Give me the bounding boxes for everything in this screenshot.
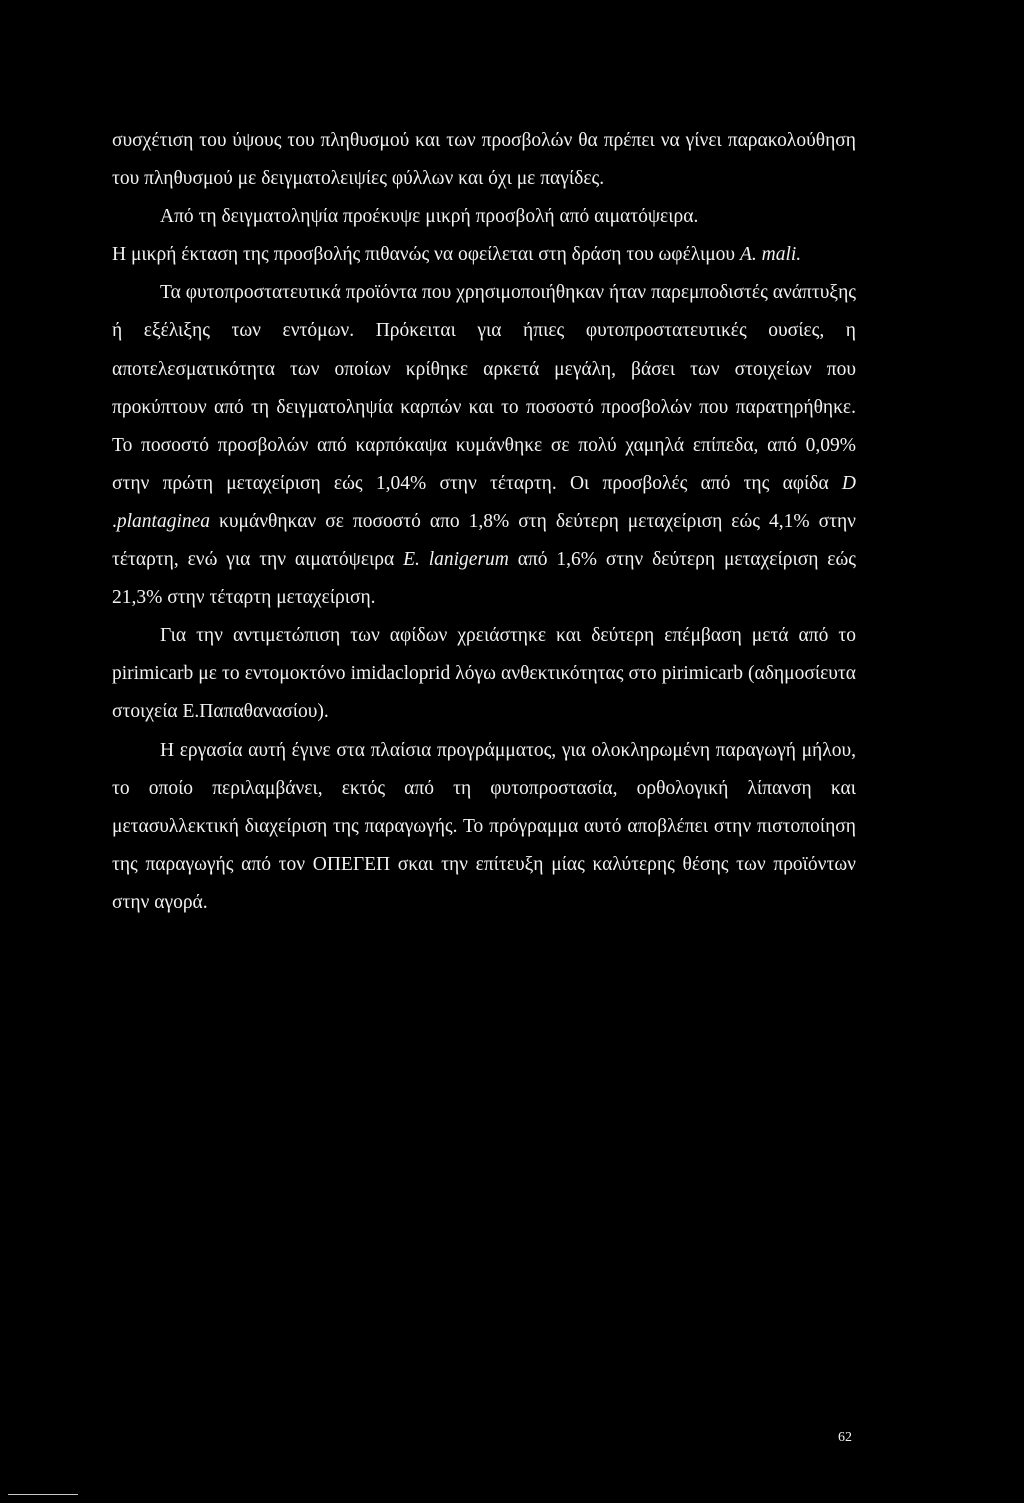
page-number: 62 xyxy=(838,1430,852,1445)
paragraph-5-text: Για την αντιμετώπιση των αφίδων χρειάστηκε και δεύτερη επέμβαση μετά από το pirimicarb με το εντομοκτόνο imidacloprid λόγω ανθεκτικότητας στο pirimicarb (αδημοσίευτα στοιχεία Ε.Παπαθανασίου). xyxy=(112,625,856,723)
body-text xyxy=(112,122,856,922)
bottom-divider xyxy=(8,1494,78,1495)
species-name-e-lanigerum: E. lanigerum xyxy=(403,549,509,571)
paragraph-4 xyxy=(112,274,856,617)
paragraph-2 xyxy=(112,198,856,236)
paragraph-1 xyxy=(112,122,856,198)
paragraph-4-text-a: Τα φυτοπροστατευτικά προϊόντα που χρησιμοποιήθηκαν ήταν παρεμποδιστές ανάπτυξης ή εξέλιξης των εντόμων. Πρόκειται για ήπιες φυτοπροστατευτικές ουσίες, η αποτελεσματικότητα των οποίων κρίθηκε αρκετά μεγάλη, βάσει των στοιχείων που προκύπτουν από τη δειγματοληψία καρπών και το ποσοστό προσβολών που παρατηρήθηκε. Το ποσοστό προσβολών από καρπόκαψα κυμάνθηκε σε πολύ χαμηλά επίπεδα, από 0,09% στην πρώτη μεταχείριση εώς 1,04% στην τέταρτη. Οι προσβολές από της αφίδα xyxy=(112,282,856,494)
genus-initial-d: D xyxy=(841,472,856,494)
species-name-plantaginea: plantaginea xyxy=(116,510,211,532)
species-name-a-mali: A. mali. xyxy=(739,244,802,266)
paragraph-4-text-c: από 1,6% στην δεύτερη μεταχείριση εώς 21,3% στην τέταρτη μεταχείριση. xyxy=(112,549,857,609)
paragraph-1-text: συσχέτιση του ύψους του πληθυσμού και των προσβολών θα πρέπει να γίνει παρακολούθηση του πληθυσμού με δειγματολειψίες φύλλων και όχι με παγίδες. xyxy=(112,130,856,190)
paragraph-3-text: Η μικρή έκταση της προσβολής πιθανώς να οφείλεται στη δράση του ωφέλιμου xyxy=(112,244,740,266)
paragraph-5 xyxy=(112,617,856,731)
paragraph-4-dot: . xyxy=(112,510,117,532)
paragraph-4-text-b: κυμάνθηκαν σε ποσοστό απο 1,8% στη δεύτερη μεταχείριση εώς 4,1% στην τέταρτη, ενώ για την αιματόψειρα xyxy=(112,510,856,571)
paragraph-6-text: Η εργασία αυτή έγινε στα πλαίσια προγράμματος, για ολοκληρωμένη παραγωγή μήλου, το οποίο περιλαμβάνει, εκτός από τη φυτοπροστασία, ορθολογική λίπανση και μετασυλλεκτική διαχείριση της παραγωγής. Το πρόγραμμα αυτό αποβλέπει στην πιστοποίηση της παραγωγής από τον ΟΠΕΓΕΠ σκαι την επίτευξη μίας καλύτερης θέσης των προϊόντων στην αγορά. xyxy=(112,739,856,913)
paragraph-2-text: Από τη δειγματοληψία προέκυψε μικρή προσβολή από αιματόψειρα. xyxy=(160,206,699,228)
paragraph-6 xyxy=(112,732,856,922)
paragraph-3 xyxy=(112,236,856,274)
